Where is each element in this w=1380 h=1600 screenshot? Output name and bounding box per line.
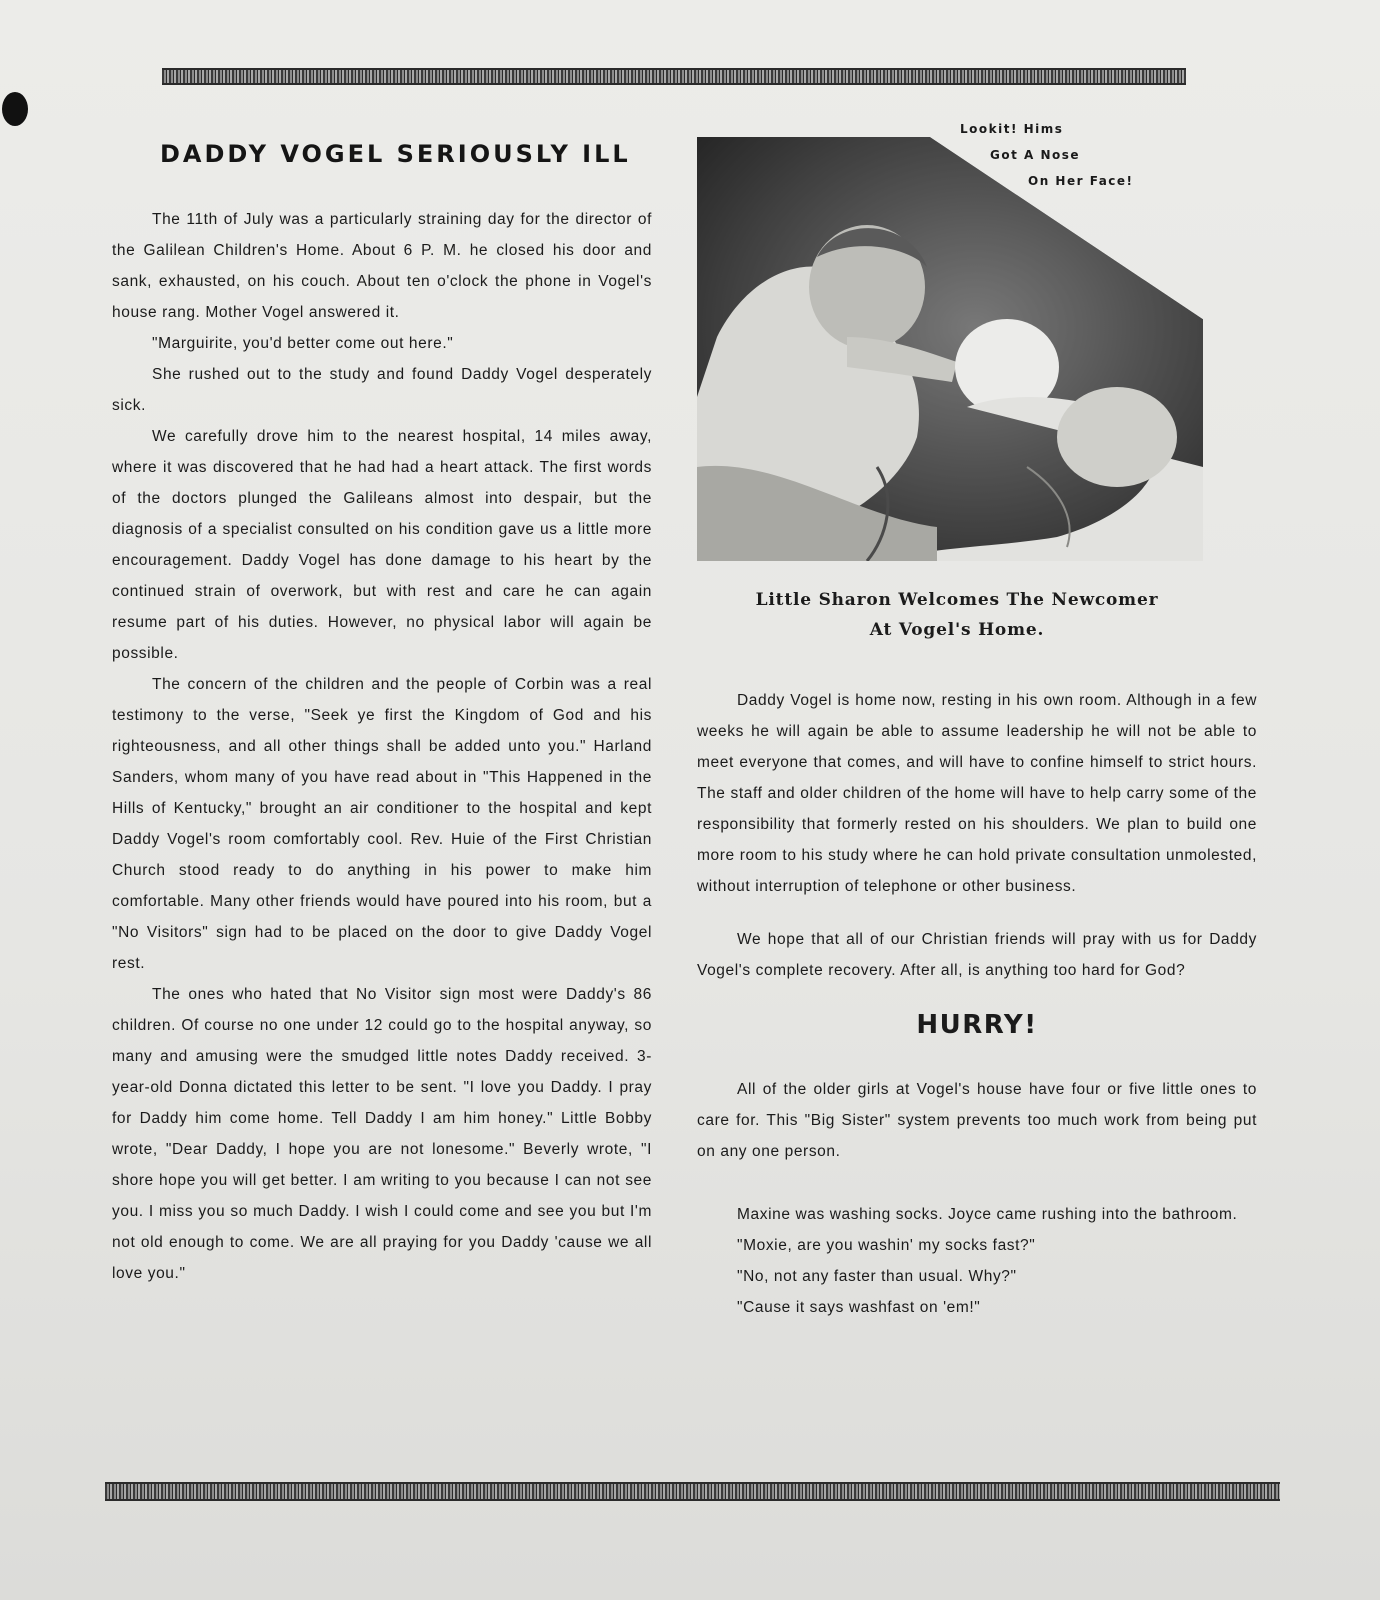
- article-paragraph: The ones who hated that No Visitor sign most were Daddy's 86 children. Of course no one under 12 could go to the hospital anyway, so many and amusing were the smudged little notes Daddy received. 3-year-old Donna dictated this letter to be sent. "I love you Daddy. I pray for Daddy him come home. Tell Daddy I am him honey." Little Bobby wrote, "Dear Daddy, I hope you are not lonesome." Beverly wrote, "I shore hope you will get better. I am writing to you because I can not see you. I miss you so much Daddy. I wish I could come and see you but I'm not old enough to come. We are all praying for you Daddy 'cause we all love you.": [112, 986, 652, 1282]
- top-rule: [162, 68, 1186, 85]
- children-photo: [697, 137, 1203, 561]
- article-headline: DADDY VOGEL SERIOUSLY ILL: [160, 140, 631, 168]
- right-text: [697, 685, 1257, 1323]
- hurry-headline: HURRY!: [916, 1010, 1038, 1040]
- punch-hole: [2, 92, 28, 126]
- caption-line: Little Sharon Welcomes The Newcomer: [755, 590, 1159, 610]
- bottom-rule: [105, 1482, 1280, 1501]
- corner-caption-line: Got A Nose: [990, 148, 1081, 162]
- continued-paragraph: Daddy Vogel is home now, resting in his own room. Although in a few weeks he will again be able to assume leadership he will not be able to meet everyone that comes, and will have to confine himself to strict hours. The staff and older children of the home will have to help carry some of the responsibility that formerly rested on his shoulders. We plan to build one more room to his study where he can hold private consultation unmolested, without interruption of telephone or other business.: [697, 692, 1257, 895]
- paragraph-spacer: [697, 916, 1257, 924]
- hurry-paragraph: All of the older girls at Vogel's house have four or five little ones to care for. This "Big Sister" system prevents too much work from being put on any one person.: [697, 1081, 1257, 1160]
- corner-caption-line: Lookit! Hims: [960, 122, 1064, 136]
- dialog-line: "Cause it says washfast on 'em!": [737, 1299, 981, 1316]
- dialog-line: "No, not any faster than usual. Why?": [737, 1268, 1017, 1285]
- photo-caption: [687, 585, 1227, 645]
- left-column: [112, 140, 652, 1289]
- article-paragraph: She rushed out to the study and found Daddy Vogel desperately sick.: [112, 366, 652, 414]
- corner-caption-line: On Her Face!: [1028, 174, 1134, 188]
- caption-line: At Vogel's Home.: [869, 620, 1045, 640]
- hurry-paragraph: Maxine was washing socks. Joyce came rushing into the bathroom.: [737, 1206, 1238, 1223]
- continued-paragraph: We hope that all of our Christian friends will pray with us for Daddy Vogel's complete recovery. After all, is anything too hard for God?: [697, 931, 1257, 979]
- article-paragraph: We carefully drove him to the nearest hospital, 14 miles away, where it was discovered that he had had a heart attack. The first words of the doctors plunged the Galileans almost into despair, but the diagnosis of a specialist consulted on his condition gave us a little more encouragement. Daddy Vogel has done damage to his heart by the continued strain of overwork, but with rest and care he can again resume part of his duties. However, no physical labor will again be possible.: [112, 428, 652, 662]
- dialog-line: "Moxie, are you washin' my socks fast?": [737, 1237, 1036, 1254]
- article-paragraph: The 11th of July was a particularly straining day for the director of the Galilean Children's Home. About 6 P. M. he closed his door and sank, exhausted, on his couch. About ten o'clock the phone in Vogel's house rang. Mother Vogel answered it.: [112, 211, 652, 321]
- article-paragraph: "Marguirite, you'd better come out here.": [152, 335, 454, 352]
- article-paragraph: The concern of the children and the people of Corbin was a real testimony to the verse, "Seek ye first the Kingdom of God and his righteousness, and all other things shall be added unto you." Harland Sanders, whom many of you have read about in "This Happened in the Hills of Kentucky," brought an air conditioner to the hospital and kept Daddy Vogel's room comfortably cool. Rev. Huie of the First Christian Church stood ready to do anything in his power to make him comfortable. Many other friends would have poured into his room, but a "No Visitors" sign had to be placed on the door to give Daddy Vogel rest.: [112, 676, 652, 972]
- paragraph-spacer: [697, 1181, 1257, 1199]
- right-column: [697, 137, 1277, 1323]
- photo-image: [697, 137, 1203, 561]
